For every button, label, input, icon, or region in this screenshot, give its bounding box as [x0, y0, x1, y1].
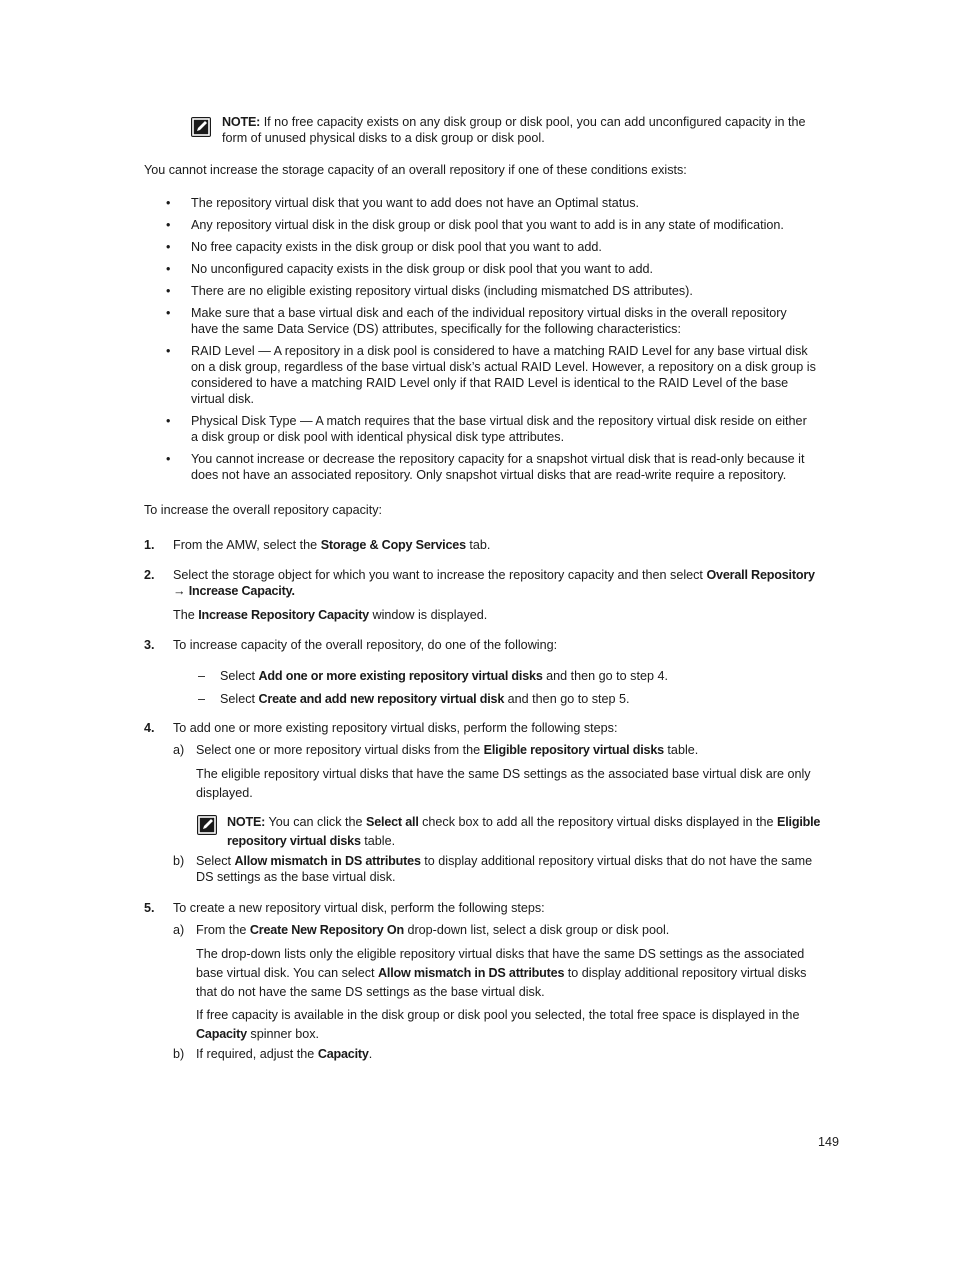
note-pencil-icon: [191, 117, 211, 137]
condition-bullet-item: [144, 283, 864, 299]
bullet-line: • No free capacity exists in the disk group or disk pool that you want to add.: [191, 240, 602, 254]
step-4a-description: The eligible repository virtual disks that have the same DS settings as the associated base virtual disk are only displayed.: [196, 767, 811, 800]
note-text: NOTE: If no free capacity exists on any disk group or disk pool, you can add unconfigured capacity in the form of unused physical disks to a disk group or disk pool.: [222, 115, 806, 145]
condition-bullet-item: [144, 239, 864, 255]
condition-bullet-item: [144, 451, 864, 483]
bullet-line: virtual disk.: [191, 392, 254, 406]
bullet-line: on a disk group, regardless of the base virtual disk’s actual RAID Level. However, a repository on a disk group is: [191, 360, 816, 374]
step-number: 5.: [144, 901, 155, 915]
page-number: 149: [818, 1135, 840, 1149]
procedure-intro: To increase the overall repository capacity:: [144, 503, 382, 517]
bullet-line: • You cannot increase or decrease the repository capacity for a snapshot virtual disk that is read-only because it: [191, 452, 805, 466]
step-number: 2.: [144, 568, 155, 582]
bullet-line: • There are no eligible existing repository virtual disks (including mismatched DS attributes).: [191, 284, 693, 298]
step-3-option-1: Select Add one or more existing repository virtual disks and then go to step 4.: [220, 669, 668, 683]
bullet-line: a disk group or disk pool with identical physical disk type attributes.: [191, 430, 565, 444]
step-number: 4.: [144, 721, 155, 735]
step-2-result: The Increase Repository Capacity window is displayed.: [173, 608, 488, 622]
condition-bullet-item: [144, 195, 864, 211]
condition-bullet-item: [144, 343, 864, 407]
substep-letter: b): [173, 1047, 185, 1061]
substep-letter: a): [173, 923, 185, 937]
bullet-line: considered to have a matching RAID Level only if that RAID Level is identical to the RAID Level of the base: [191, 376, 789, 390]
bullet-line: have the same Data Service (DS) attributes, specifically for the following characteristics:: [191, 322, 681, 336]
condition-bullet-item: [144, 413, 864, 445]
bullet-line: • No unconfigured capacity exists in the disk group or disk pool that you want to add.: [191, 262, 654, 276]
dash-marker: –: [198, 692, 206, 706]
bullet-line: does not have an associated repository. Only snapshot virtual disks that are read-write require a repository.: [191, 468, 787, 482]
bullet-line: • Physical Disk Type — A match requires that the base virtual disk and the repository virtual disk reside on either: [191, 414, 807, 428]
substep-letter: a): [173, 743, 185, 757]
step-3-text: To increase capacity of the overall repository, do one of the following:: [173, 638, 558, 652]
step-4-note: NOTE: You can click the Select all check box to add all the repository virtual disks displayed in the Eligible repository virtual disks table.: [227, 815, 821, 848]
step-number: 1.: [144, 538, 155, 552]
dash-marker: –: [198, 669, 206, 683]
condition-bullet-item: [144, 305, 864, 337]
step-number: 3.: [144, 638, 155, 652]
step-5a-paragraph-1: The drop-down lists only the eligible repository virtual disks that have the same DS settings as the associated base virtual disk. You can select Allow mismatch in DS attributes to display additional repository virtual disks that do not have the same DS settings as the base virtual disk.: [196, 947, 807, 999]
condition-bullet-item: [144, 261, 864, 277]
condition-bullet-item: [144, 217, 864, 233]
step-5a-paragraph-2: If free capacity is available in the disk group or disk pool you selected, the total free space is displayed in the Capacity spinner box.: [196, 1008, 800, 1041]
bullet-line: • RAID Level — A repository in a disk pool is considered to have a matching RAID Level for any base virtual disk: [191, 344, 808, 358]
step-4a-text: Select one or more repository virtual disks from the Eligible repository virtual disks table.: [196, 743, 699, 757]
note-pencil-icon: [197, 815, 217, 835]
bullet-line: • Make sure that a base virtual disk and each of the individual repository virtual disks in the overall repository: [191, 306, 787, 320]
step-4-text: To add one or more existing repository virtual disks, perform the following steps:: [173, 721, 618, 735]
step-4b-text: Select Allow mismatch in DS attributes to display additional repository virtual disks that do not have the same DS settings as the base virtual disk.: [196, 854, 813, 884]
bullet-line: • The repository virtual disk that you want to add does not have an Optimal status.: [191, 196, 640, 210]
step-2-text: Select the storage object for which you want to increase the repository capacity and then select Overall Repository → Increase Capacity.: [173, 568, 815, 598]
step-5-text: To create a new repository virtual disk, perform the following steps:: [173, 901, 545, 915]
step-1-text: From the AMW, select the Storage & Copy Services tab.: [173, 538, 491, 552]
step-5b-text: If required, adjust the Capacity.: [196, 1047, 373, 1061]
conditions-list: [144, 195, 864, 489]
bullet-line: • Any repository virtual disk in the disk group or disk pool that you want to add is in any state of modification.: [191, 218, 784, 232]
intro-paragraph: You cannot increase the storage capacity of an overall repository if one of these conditions exists:: [144, 163, 687, 177]
step-5a-text: From the Create New Repository On drop-down list, select a disk group or disk pool.: [196, 923, 670, 937]
substep-letter: b): [173, 854, 185, 868]
step-3-option-2: Select Create and add new repository virtual disk and then go to step 5.: [220, 692, 630, 706]
